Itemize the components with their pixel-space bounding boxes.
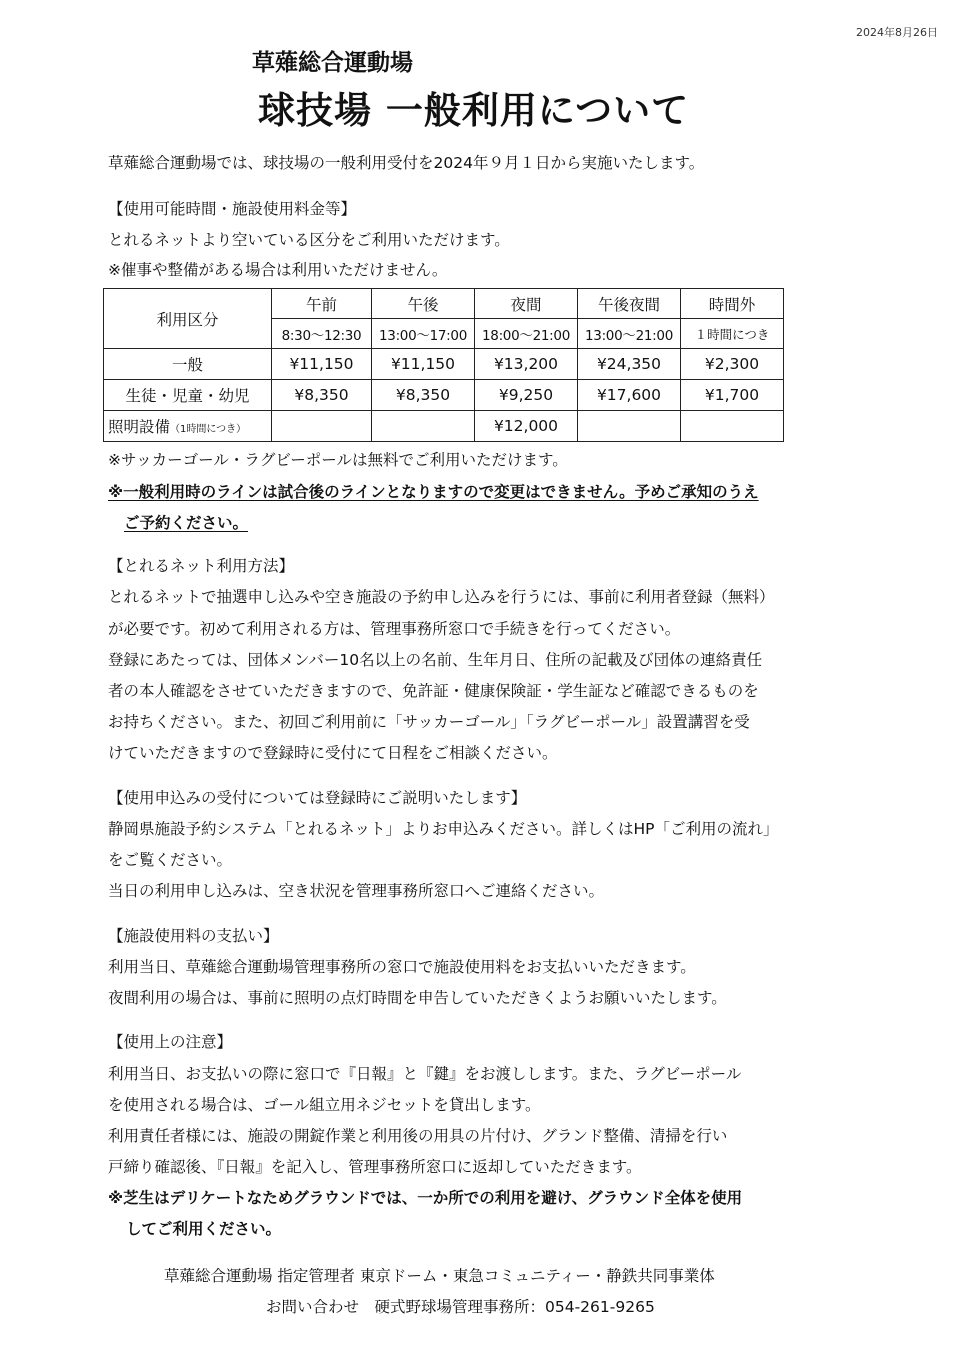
toreru-line: とれるネットで抽選申し込みや空き施設の予約申し込みを行うには、事前に利用者登録（無料）	[108, 588, 775, 606]
toreru-line: 者の本人確認をさせていただきますので、免許証・健康保険証・学生証など確認できるものを	[108, 682, 759, 700]
toreru-heading: 【とれるネット利用方法】	[108, 557, 295, 575]
issue-date: 2024年8月26日	[856, 26, 938, 39]
toreru-line: が必要です。初めて利用される方は、管理事務所窓口で手続きを行ってください。	[108, 620, 681, 638]
payment-heading: 【施設使用料の支払い】	[108, 927, 279, 945]
fee-cell: ¥8,350	[272, 380, 372, 411]
fee-cell	[578, 411, 681, 442]
fee-table	[103, 288, 784, 442]
fee-cell: ¥17,600	[578, 380, 681, 411]
table-header-row	[104, 289, 784, 319]
footer-operator: 草薙総合運動場 指定管理者 東京ドーム・東急コミュニティー・静鉄共同事業体	[164, 1267, 715, 1285]
lighting-note: （1時間につき）	[170, 424, 247, 435]
payment-line: 利用当日、草薙総合運動場管理事務所の窓口で施設使用料をお支払いいただきます。	[108, 958, 696, 976]
note-text: ※サッカーゴール・ラグビーポールは無料でご利用いただけます。	[108, 451, 568, 469]
fee-cell: ¥8,350	[372, 380, 475, 411]
application-line: をご覧ください。	[108, 851, 233, 869]
row-label: 一般	[104, 349, 272, 380]
fee-cell: ¥2,300	[681, 349, 784, 380]
table-row	[104, 411, 784, 442]
caution-important: してご利用ください。	[126, 1220, 282, 1238]
facility-name: 草薙総合運動場	[252, 50, 413, 76]
important-note: ※一般利用時のラインは試合後のラインとなりますので変更はできません。予めご承知のうえ	[108, 483, 759, 501]
application-line: 当日の利用申し込みは、空き状況を管理事務所窓口へご連絡ください。	[108, 882, 605, 900]
table-corner: 利用区分	[104, 289, 272, 349]
fee-cell: ¥11,150	[372, 349, 475, 380]
page-title: 球技場 一般利用について	[258, 89, 690, 132]
column-header: 午前	[272, 289, 372, 319]
caution-line: を使用される場合は、ゴール組立用ネジセットを貸出します。	[108, 1096, 541, 1114]
toreru-line: けていただきますので登録時に受付にて日程をご相談ください。	[108, 744, 558, 762]
important-note: ご予約ください。	[124, 514, 249, 532]
footer-contact: お問い合わせ 硬式野球場管理事務所：054-261-9265	[266, 1298, 655, 1316]
column-header: 時間外	[681, 289, 784, 319]
lighting-label: 照明設備	[108, 418, 171, 436]
caution-line: 利用当日、お支払いの際に窓口で『日報』と『鍵』をお渡しします。また、ラグビーポール	[108, 1065, 742, 1083]
caution-line: 戸締り確認後、『日報』を記入し、管理事務所窓口に返却していただきます。	[108, 1158, 642, 1176]
table-row	[104, 349, 784, 380]
column-header: 夜間	[475, 289, 578, 319]
row-label	[104, 411, 272, 442]
caution-heading: 【使用上の注意】	[108, 1033, 233, 1051]
fee-cell: ¥1,700	[681, 380, 784, 411]
fee-cell: ¥24,350	[578, 349, 681, 380]
fee-cell	[372, 411, 475, 442]
time-range: １時間につき	[681, 319, 784, 349]
fees-heading: 【使用可能時間・施設使用料金等】	[108, 200, 357, 218]
time-range: 18:00～21:00	[475, 319, 578, 349]
column-header: 午後夜間	[578, 289, 681, 319]
intro-text: 草薙総合運動場では、球技場の一般利用受付を2024年９月１日から実施いたします。	[108, 154, 705, 172]
application-heading: 【使用申込みの受付については登録時にご説明いたします】	[108, 789, 527, 807]
fee-cell: ¥9,250	[475, 380, 578, 411]
fee-cell	[681, 411, 784, 442]
fees-line: とれるネットより空いている区分をご利用いただけます。	[108, 231, 510, 249]
toreru-line: 登録にあたっては、団体メンバー10名以上の名前、生年月日、住所の記載及び団体の連絡責任	[108, 651, 763, 669]
fee-cell: ¥12,000	[475, 411, 578, 442]
table-row	[104, 380, 784, 411]
caution-important: ※芝生はデリケートなためグラウンドでは、一か所での利用を避け、グラウンド全体を使用	[108, 1189, 743, 1207]
time-range: 13:00～21:00	[578, 319, 681, 349]
payment-line: 夜間利用の場合は、事前に照明の点灯時間を申告していただきくようお願いいたします。	[108, 989, 727, 1007]
column-header: 午後	[372, 289, 475, 319]
fee-cell: ¥11,150	[272, 349, 372, 380]
caution-line: 利用責任者様には、施設の開錠作業と利用後の用具の片付け、グランド整備、清掃を行い	[108, 1127, 728, 1145]
toreru-line: お持ちください。また、初回ご利用前に「サッカーゴール」「ラグビーポール」設置講習を受	[108, 713, 750, 731]
application-line: 静岡県施設予約システム「とれるネット」よりお申込みください。詳しくはHP「ご利用の流れ」	[108, 820, 779, 838]
fees-line: ※催事や整備がある場合は利用いただけません。	[108, 261, 448, 279]
time-range: 8:30～12:30	[272, 319, 372, 349]
fee-cell: ¥13,200	[475, 349, 578, 380]
time-range: 13:00～17:00	[372, 319, 475, 349]
fee-cell	[272, 411, 372, 442]
row-label: 生徒・児童・幼児	[104, 380, 272, 411]
